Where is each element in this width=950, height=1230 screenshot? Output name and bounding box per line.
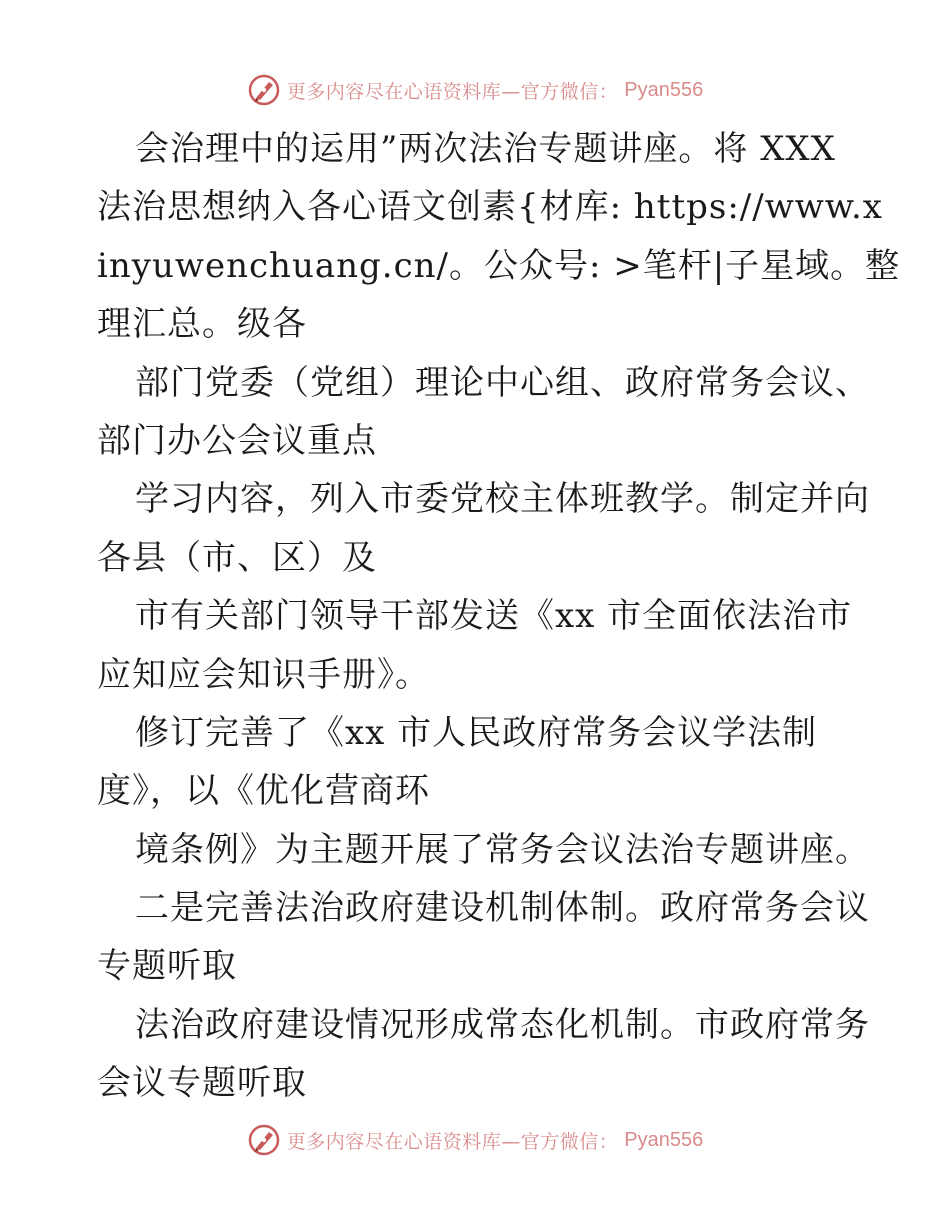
pen-logo-icon — [247, 1123, 281, 1157]
document-body — [97, 120, 901, 1113]
body-line: 部门办公会议重点 — [97, 420, 377, 461]
body-line: inyuwenchuang.cn/。公众号: >笔杆|子星域。整 — [97, 245, 901, 286]
body-line: 境条例》为主题开展了常务会议法治专题讲座。 — [135, 829, 870, 870]
body-line: 法治政府建设情况形成常态化机制。市政府常务 — [135, 1004, 870, 1045]
body-line: 会议专题听取 — [97, 1063, 307, 1104]
footer-wechat-id: Pyan556 — [624, 1128, 704, 1151]
body-line: 法治思想纳入各心语文创素{材库: https://www.x — [97, 187, 883, 228]
body-line: 市有关部门领导干部发送《xx 市全面依法治市 — [135, 596, 853, 637]
body-line: 修订完善了《xx 市人民政府常务会议学法制 — [135, 712, 818, 753]
header-banner-text: 更多内容尽在心语资料库—官方微信： — [286, 80, 619, 103]
body-line: 理汇总。级各 — [97, 304, 307, 345]
body-line: 二是完善法治政府建设机制体制。政府常务会议 — [135, 888, 870, 929]
body-line: 会治理中的运用”两次法治专题讲座。将 XXX — [135, 129, 836, 169]
body-line: 学习内容，列入市委党校主体班教学。制定并向 — [135, 479, 870, 520]
body-line: 专题听取 — [97, 946, 237, 987]
pen-logo-icon — [247, 73, 281, 107]
header-banner — [0, 70, 950, 110]
footer-banner — [0, 1120, 950, 1160]
body-line: 各县（市、区）及 — [97, 537, 377, 578]
footer-banner-text: 更多内容尽在心语资料库—官方微信： — [286, 1130, 619, 1153]
body-line: 应知应会知识手册》。 — [97, 654, 430, 695]
body-line: 部门党委（党组）理论中心组、政府常务会议、 — [135, 362, 870, 403]
body-line: 度》，以《优化营商环 — [97, 771, 430, 812]
header-wechat-id: Pyan556 — [624, 78, 704, 101]
